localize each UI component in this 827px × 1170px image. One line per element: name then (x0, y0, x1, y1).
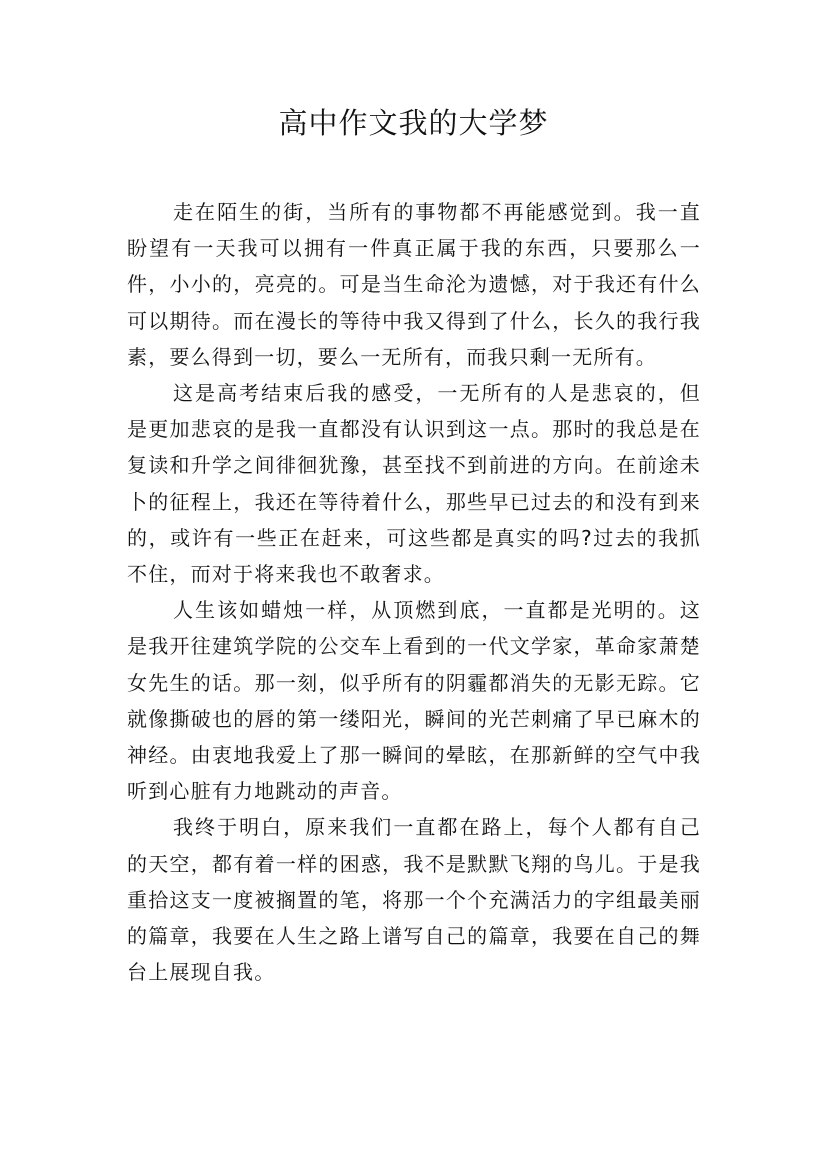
page-title: 高中作文我的大学梦 (278, 106, 549, 140)
paragraph-1: 走在陌生的街，当所有的事物都不再能感觉到。我一直盼望有一天我可以拥有一件真正属于我的东西，只要那么一件，小小的，亮亮的。可是当生命沦为遗憾，对于我还有什么可以期待。而在漫长的等待中我又得到了什么，长久的我行我素，要么得到一切，要么一无所有，而我只剩一无所有。 (127, 200, 701, 369)
paragraph-4: 我终于明白，原来我们一直都在路上，每个人都有自己的天空，都有着一样的困惑，我不是默默飞翔的鸟儿。于是我重拾这支一度被搁置的笔，将那一个个充满活力的字组最美丽的篇章，我要在人生之路上谱写自己的篇章，我要在自己的舞台上展现自我。 (127, 815, 701, 985)
essay-body (127, 194, 701, 990)
paragraph-2: 这是高考结束后我的感受，一无所有的人是悲哀的，但是更加悲哀的是我一直都没有认识到这一点。那时的我总是在复读和升学之间徘徊犹豫，甚至找不到前进的方向。在前途未卜的征程上，我还在等待着什么，那些早已过去的和没有到来的，或许有一些正在赶来，可这些都是真实的吗?过去的我抓不住，而对于将来我也不敢奢求。 (127, 381, 701, 587)
paragraph-3: 人生该如蜡烛一样，从顶燃到底，一直都是光明的。这是我开往建筑学院的公交车上看到的一代文学家，革命家萧楚女先生的话。那一刻，似乎所有的阴霾都消失的无影无踪。它就像撕破也的唇的第一缕阳光，瞬间的光芒刺痛了早已麻木的神经。由衷地我爱上了那一瞬间的晕眩，在那新鲜的空气中我听到心脏有力地跳动的声音。 (127, 598, 701, 804)
